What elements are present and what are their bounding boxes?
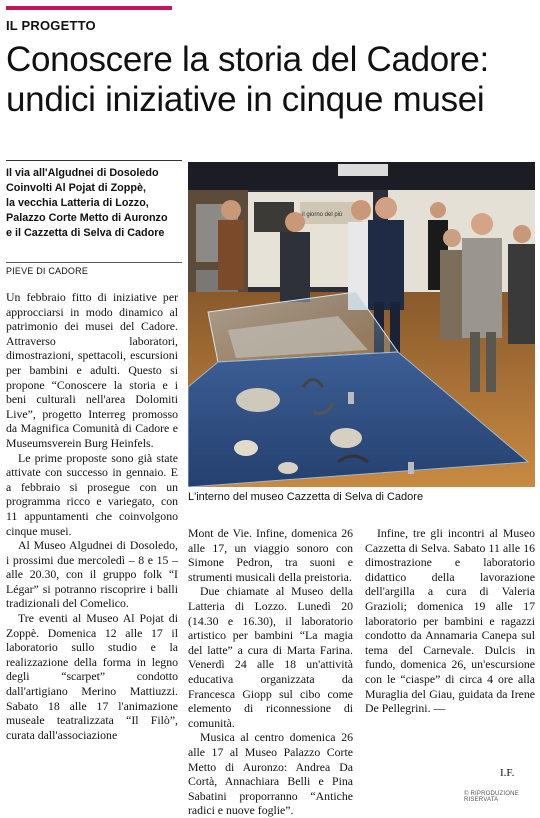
article-paragraph: Due chiamate al Museo della Latteria di Lozzo. Lunedì 20 (14.30 e 16.30), il laboratorio artistico per bambini “La magia del latte” a cura di Marta Farina. Venerdì 24 alle 18 un'attività educativa organizzata da Francesca Giopp sul cibo come elemento di riconnessione di comunità. [188,584,353,730]
dateline: PIEVE DI CADORE [6,266,89,276]
subtitle [6,166,186,241]
copyright-notice: © RIPRODUZIONE RISERVATA [464,791,519,803]
section-label: IL PROGETTO [6,18,96,33]
headline [6,40,536,120]
author-signature: I.F. [500,767,515,779]
dateline-rule [6,262,182,263]
article-paragraph: Un febbraio fitto di iniziative per approcciarsi in modo dinamico al patrimonio dei musei del Cadore. Attraverso laboratori, dimostrazioni, spettacoli, escursioni per bambini e adulti. Questo si propone “Conoscere la storia e i beni culturali nell'area Dolomiti Live”, progetto Interreg promosso da Magnifica Comunità di Cadore e Museumsverein Burg Heinfels. [6,290,178,450]
article-column-1 [6,290,178,742]
subtitle-line: Palazzo Corte Metto di Auronzo [6,212,168,224]
headline-line-1: Conoscere la storia del Cadore: [6,40,489,79]
exhibit-panel-text: il giorno del più [302,212,343,218]
article-paragraph: Infine, tre gli incontri al Museo Cazzetta di Selva. Sabato 11 alle 16 dimostrazione e laboratorio didattico della lavorazione dell'argilla a cura di Valeria Grazioli; domenica 19 alle 17 laboratorio per bambini e ragazzi condotto da Annamaria Canepa sul tema del Carnevale. Dulcis in fundo, domenica 26, un'escursione con le “ciaspe” di circa 4 ore alla Muraglia del Giau, guidata da Irene De Pellegrini. — [365,526,535,716]
museum-interior-illustration [188,162,535,487]
article-paragraph: Le prime proposte sono già state attivate con successo in gennaio. E a febbraio si prosegue con un programma ricco e variegato, con 11 appuntamenti che coinvolgono cinque musei. [6,450,178,538]
subtitle-line: Il via all'Algudnei di Dosoledo [6,167,159,179]
section-accent-bar [6,6,172,10]
photo-caption: L'interno del museo Cazzetta di Selva di Cadore [188,491,424,503]
subtitle-line: e il Cazzetta di Selva di Cadore [6,227,165,239]
headline-line-2: undici iniziative in cinque musei [6,80,485,119]
article-column-2 [188,526,353,818]
article-paragraph: Musica al centro domenica 26 alle 17 al Museo Palazzo Corte Metto di Auronzo: Andrea Da Cortà, Annachiara Belli e Pina Sabatini proporranno “Antiche radici e nuove foglie”. [188,730,353,818]
article-paragraph: Mont de Vie. Infine, domenica 26 alle 17, un viaggio sonoro con Simone Pedron, tra suoni e strumenti musicali della preistoria. [188,526,353,584]
museum-photo [188,162,535,487]
subtitle-rule [6,160,182,161]
article-column-3 [365,526,535,716]
article-paragraph: Al Museo Algudnei di Dosoledo, i prossimi due mercoledì – 8 e 15 – alle 20.30, con il gruppo folk “I Légar” si potranno riscoprire i balli tradizionali del Comelico. [6,538,178,611]
subtitle-line: Coinvolti Al Pojat di Zoppè, [6,182,146,194]
article-paragraph: Tre eventi al Museo Al Pojat di Zoppè. Domenica 12 alle 17 il laboratorio sullo studio e la realizzazione della forma in legno degli “scarpet” condotto dall'artigiano Merino Mattiuzzi. Sabato 18 alle 17 l'animazione museale teatralizzata “Il Filò”, curata dall'associazione [6,611,178,742]
subtitle-line: la vecchia Latteria di Lozzo, [6,197,149,209]
